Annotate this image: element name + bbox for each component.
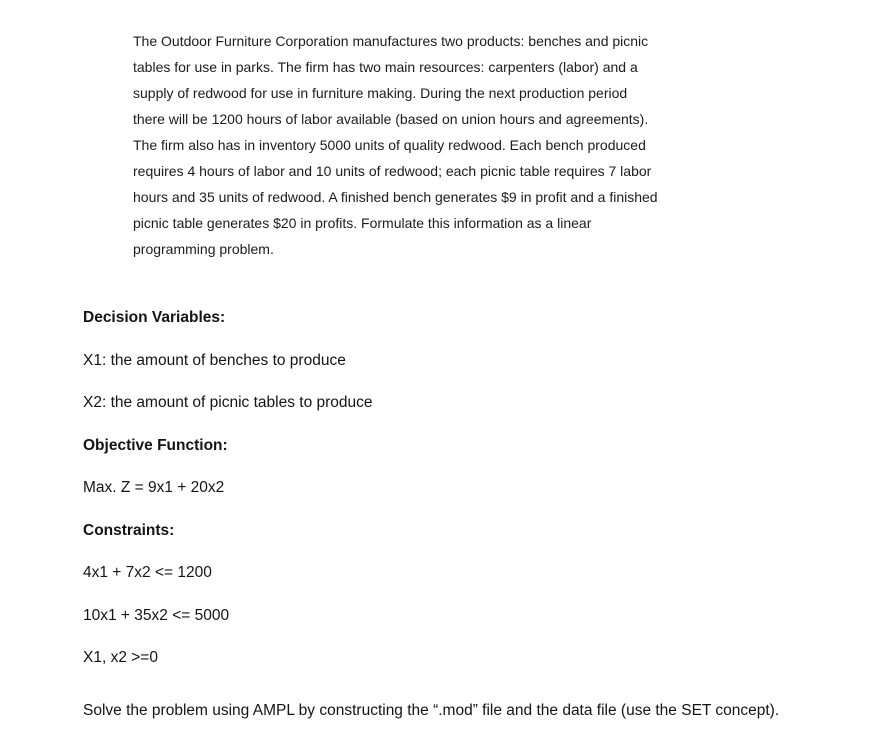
statement-line: The firm also has in inventory 5000 units of quality redwood. Each bench produced bbox=[133, 137, 646, 153]
constraint-labor: 4x1 + 7x2 <= 1200 bbox=[83, 564, 212, 581]
statement-line: tables for use in parks. The firm has two main resources: carpenters (labor) and a bbox=[133, 59, 638, 75]
decision-variables-heading: Decision Variables: bbox=[83, 309, 226, 326]
statement-line: programming problem. bbox=[133, 241, 274, 257]
statement-line: requires 4 hours of labor and 10 units of redwood; each picnic table requires 7 labor bbox=[133, 163, 652, 179]
decision-variable-x2: X2: the amount of picnic tables to produce bbox=[83, 394, 373, 411]
decision-variable-x1: X1: the amount of benches to produce bbox=[83, 351, 346, 369]
solution-block bbox=[83, 308, 783, 691]
statement-line: supply of redwood for use in furniture making. During the next production period bbox=[133, 85, 628, 101]
problem-statement bbox=[133, 28, 708, 262]
objective-function-formula: Max. Z = 9x1 + 20x2 bbox=[83, 479, 225, 496]
constraints-heading: Constraints: bbox=[83, 521, 175, 539]
statement-line: The Outdoor Furniture Corporation manufactures two products: benches and picnic bbox=[133, 33, 649, 49]
constraint-nonnegativity: X1, x2 >=0 bbox=[83, 649, 158, 666]
objective-function-heading: Objective Function: bbox=[83, 436, 228, 454]
statement-line: there will be 1200 hours of labor available (based on union hours and agreements). bbox=[133, 111, 649, 127]
statement-line: hours and 35 units of redwood. A finished bench generates $9 in profit and a finished bbox=[133, 189, 658, 205]
statement-line: picnic table generates $20 in profits. Formulate this information as a linear bbox=[133, 215, 592, 231]
ampl-instruction: Solve the problem using AMPL by constructing the “.mod” file and the data file (use the SET concept). bbox=[83, 702, 780, 719]
constraint-redwood: 10x1 + 35x2 <= 5000 bbox=[83, 606, 230, 624]
